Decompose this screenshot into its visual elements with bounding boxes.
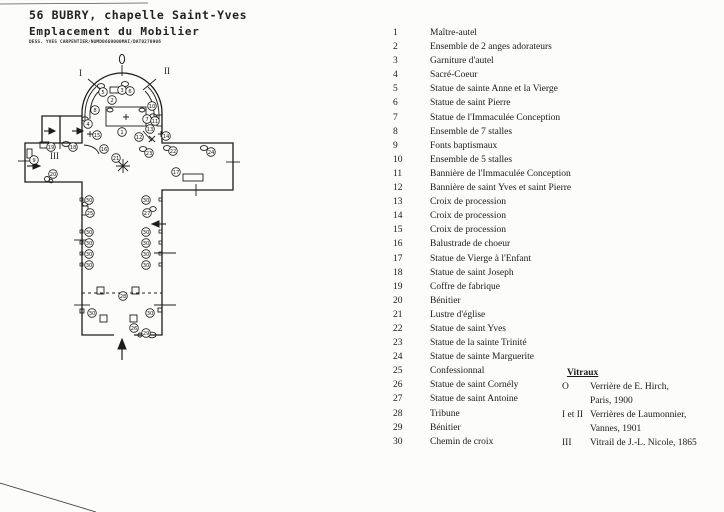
legend-item-label: Maître-autel: [430, 28, 477, 38]
sacristy-door-arrow-1: [49, 128, 55, 134]
legend-item-label: Statue de l'Immaculée Conception: [430, 112, 561, 123]
legend-item: [388, 294, 688, 308]
legend-item-number: 1: [393, 28, 398, 38]
vitraux-entry: [560, 394, 724, 408]
vitraux-entry: [560, 408, 724, 422]
legend-item-number: 8: [393, 126, 398, 137]
legend-item: [388, 266, 688, 280]
plan-marker-number: 11: [151, 118, 159, 125]
chapel-walls: [25, 73, 233, 335]
plan-marker-number: 2: [110, 97, 114, 104]
legend-item-label: Fonts baptismaux: [430, 140, 498, 151]
legend-item-number: 4: [393, 70, 398, 81]
page-title: 56 BUBRY, chapelle Saint-Yves: [29, 8, 248, 22]
plan-marker-number: 4: [86, 121, 90, 128]
legend-item-number: 6: [393, 98, 398, 109]
legend-item-number: 20: [393, 295, 403, 306]
legend-item-label: Croix de procession: [430, 225, 506, 236]
legend-item-label: Sacré-Coeur: [430, 70, 478, 81]
legend-item: [388, 167, 688, 181]
entrance-arrow: [118, 339, 126, 349]
legend-item-number: 24: [393, 352, 403, 363]
plan-marker-number: 21: [112, 155, 120, 162]
legend-item-label: Ensemble de 5 stalles: [430, 154, 513, 165]
plan-marker-number: 28: [119, 293, 127, 300]
legend-item-number: 16: [393, 239, 403, 250]
plan-marker-number: 5: [101, 89, 105, 96]
legend-item-number: 11: [393, 168, 403, 179]
vitraux-entry: [560, 380, 724, 394]
legend-item: [388, 68, 688, 82]
vitraux-block: [560, 366, 724, 451]
legend-item-label: Ensemble de 7 stalles: [430, 126, 513, 137]
legend-item: [388, 153, 688, 167]
legend-item-number: 12: [393, 183, 403, 194]
legend-item: [388, 82, 688, 96]
legend-item-label: Balustrade de choeur: [430, 239, 511, 250]
scan-edge-line: [0, 3, 148, 4]
balustrade-arc: [84, 145, 99, 154]
legend-item-label: Croix de procession: [430, 197, 506, 208]
plan-marker-number: 19: [47, 144, 55, 151]
window-label-I: I: [79, 68, 82, 78]
plan-marker-number: 8: [93, 107, 97, 114]
vitraux-entry-key: O: [562, 382, 569, 393]
legend-item-label: Statue de saint Antoine: [430, 394, 518, 405]
legend-item: [388, 322, 688, 336]
legend-item-label: Lustre d'église: [430, 309, 486, 320]
legend-item-label: Statue de saint Pierre: [430, 98, 511, 109]
legend-item: [388, 209, 688, 223]
legend-item: [388, 350, 688, 364]
legend-item-number: 27: [393, 394, 403, 405]
legend-item-label: Bénitier: [430, 422, 461, 433]
legend-item-label: Statue de Vierge à l'Enfant: [430, 253, 532, 264]
legend-item-label: Bannière de l'Immaculée Conception: [430, 168, 571, 179]
legend-item-label: Statue de sainte Anne et la Vierge: [430, 84, 558, 95]
legend-item-number: 23: [393, 338, 403, 349]
plan-marker-number: 30: [85, 229, 93, 236]
vitraux-entry-text: Verrière de E. Hirch,: [590, 382, 669, 393]
plan-marker-number: 30: [142, 240, 150, 247]
vitraux-entry-text: Vitrail de J.-L. Nicole, 1865: [590, 438, 697, 449]
plan-marker-number: 30: [88, 310, 96, 317]
plan-marker-number: 17: [172, 169, 180, 176]
legend-item-label: Statue de sainte Marguerite: [430, 352, 535, 363]
plan-marker-number: 30: [85, 240, 93, 247]
plan-marker-number: 14: [162, 133, 170, 140]
scan-scratch-line: [0, 483, 96, 512]
legend-item-number: 17: [393, 253, 403, 264]
side-door-arrow: [152, 221, 159, 227]
legend-item-label: Garniture d'autel: [430, 56, 494, 67]
legend-item: [388, 181, 688, 195]
vitraux-entry: [560, 436, 724, 450]
vitraux-entry-text: Paris, 1900: [590, 396, 633, 407]
plan-marker-number: 3: [120, 87, 124, 94]
legend-item-number: 22: [393, 323, 403, 334]
legend-item: [388, 308, 688, 322]
plan-marker-number: 1: [120, 129, 124, 136]
plan-marker-number: 15: [93, 132, 101, 139]
vitraux-entry-key: I et II: [562, 410, 584, 421]
legend-item: [388, 139, 688, 153]
legend-item-label: Statue de saint Cornély: [430, 380, 519, 391]
plan-marker-number: 30: [142, 229, 150, 236]
legend-item: [388, 111, 688, 125]
legend-item-label: Statue de saint Yves: [430, 323, 506, 334]
window-label-II: II: [164, 66, 170, 76]
plan-marker-number: 24: [207, 149, 215, 156]
legend-item: [388, 237, 688, 251]
page-subtitle: Emplacement du Mobilier: [29, 25, 200, 38]
vitraux-header: Vitraux: [567, 368, 599, 378]
legend-item-label: Croix de procession: [430, 211, 506, 222]
plan-marker-number: 10: [148, 103, 156, 110]
legend-item-number: 21: [393, 309, 403, 320]
legend-item-label: Ensemble de 2 anges adorateurs: [430, 42, 552, 53]
plan-marker-number: 30: [142, 262, 150, 269]
plan-marker-number: 25: [86, 210, 94, 217]
plan-marker-number: 20: [49, 171, 57, 178]
plan-marker-number: 29: [142, 330, 150, 337]
plan-marker-number: 9: [32, 157, 36, 164]
vitraux-entry: [560, 422, 724, 436]
legend-item: [388, 125, 688, 139]
legend-item: [388, 336, 688, 350]
legend-item-number: 9: [393, 140, 398, 151]
legend-item-label: Confessionnal: [430, 366, 485, 377]
plan-marker-number: 16: [100, 146, 108, 153]
plan-marker-number: 30: [85, 197, 93, 204]
legend-item: [388, 280, 688, 294]
legend-item-label: Chemin de croix: [430, 436, 494, 447]
legend-item-label: Statue de saint Joseph: [430, 267, 514, 278]
legend-item-number: 10: [393, 154, 403, 165]
vitraux-entry-text: Vannes, 1901: [590, 424, 642, 435]
plan-marker-number: 6: [128, 88, 132, 95]
legend-item-number: 7: [393, 112, 398, 123]
legend-item: [388, 252, 688, 266]
legend-item-number: 14: [393, 211, 403, 222]
window-ticks: [18, 79, 240, 305]
legend-item-number: 19: [393, 281, 403, 292]
legend-item-number: 2: [393, 42, 398, 53]
legend-item-number: 30: [393, 436, 403, 447]
legend-item-label: Bannière de saint Yves et saint Pierre: [430, 183, 572, 194]
legend-item-number: 3: [393, 56, 398, 67]
legend-item-number: 25: [393, 366, 403, 377]
plan-marker-number: 30: [142, 251, 150, 258]
plan-marker-number: 18: [69, 144, 77, 151]
plan-marker-number: 30: [85, 251, 93, 258]
legend-item-number: 28: [393, 408, 403, 419]
plan-marker-number: 12: [135, 134, 143, 141]
plan-marker-number: 30: [85, 262, 93, 269]
legend-item-number: 5: [393, 84, 398, 95]
plan-marker-number: 7: [145, 116, 149, 123]
legend-item-label: Tribune: [430, 408, 460, 419]
plan-marker-number: 26: [130, 325, 138, 332]
legend-item: [388, 54, 688, 68]
vitraux-entry-text: Verrières de Laumonnier,: [590, 410, 687, 421]
legend-item-number: 26: [393, 380, 403, 391]
legend-item: [388, 96, 688, 110]
plan-marker-number: 13: [146, 126, 154, 133]
window-O-marker: [119, 54, 124, 63]
plan-marker-number: 30: [146, 310, 154, 317]
furniture-symbols: [27, 82, 208, 338]
legend-item-number: 18: [393, 267, 403, 278]
legend-item-number: 29: [393, 422, 403, 433]
plan-number-markers: [30, 86, 216, 338]
legend-item: [388, 195, 688, 209]
plan-marker-number: 30: [142, 197, 150, 204]
sacristy-walls: [42, 116, 82, 143]
legend-item-number: 15: [393, 225, 403, 236]
legend-item-label: Bénitier: [430, 295, 461, 306]
legend-item-label: Statue de la sainte Trinité: [430, 338, 527, 349]
drawing-credit: DESS. YVES CARPENTIER/NUMD0669000MAI/DAT0270906: [29, 40, 162, 45]
legend-item-number: 13: [393, 197, 403, 208]
legend-item: [388, 223, 688, 237]
legend-item: [388, 26, 688, 40]
legend-item: [388, 40, 688, 54]
plan-marker-number: 22: [169, 148, 177, 155]
window-label-III: III: [50, 151, 59, 161]
vitraux-entry-key: III: [562, 438, 572, 449]
plan-marker-number: 23: [145, 150, 153, 157]
legend-item-label: Coffre de fabrique: [430, 281, 500, 292]
plan-marker-number: 27: [143, 210, 151, 217]
